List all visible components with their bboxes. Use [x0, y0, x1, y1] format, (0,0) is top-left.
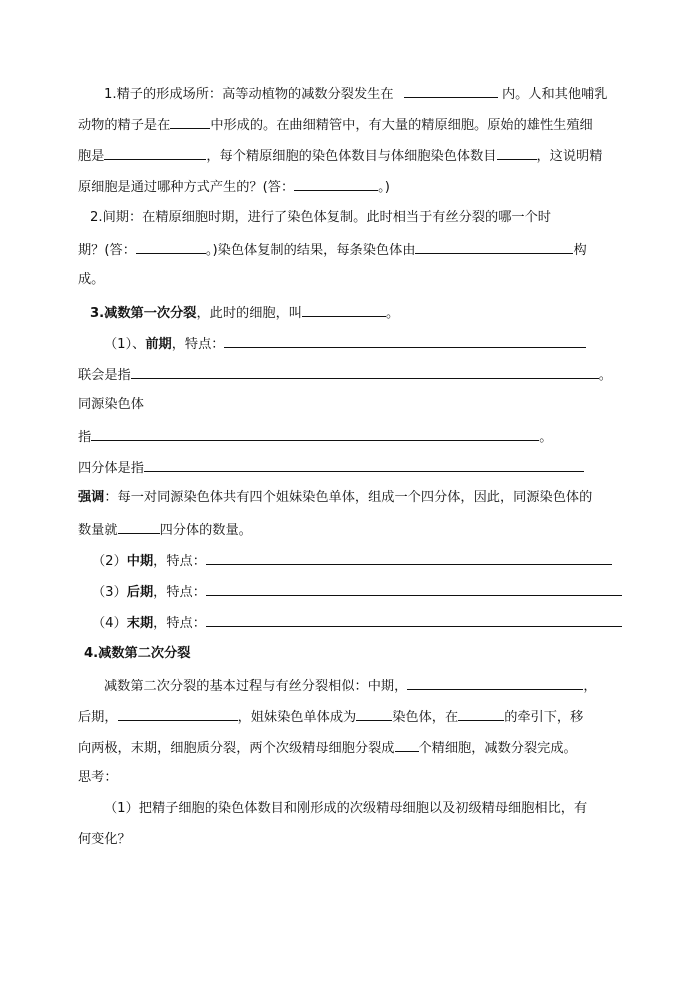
s4-question-line1 — [104, 800, 587, 818]
text: 1.精子的形成场所：高等动植物的减数分裂发生在 — [104, 87, 394, 102]
text: 内。人和其他哺乳 — [501, 87, 608, 102]
text: 。) — [378, 180, 390, 195]
s4-line3 — [78, 738, 577, 758]
text: ，每个精原细胞的染色体数目与体细胞染色体数目 — [206, 149, 497, 164]
text: 四分体的数量。 — [159, 523, 252, 538]
s3-anaphase-line — [92, 582, 622, 602]
text: 。 — [386, 306, 400, 321]
text: 何变化？ — [78, 832, 131, 847]
stage-label: 前期 — [145, 337, 172, 352]
text: 原细胞是通过哪种方式产生的？(答： — [78, 180, 295, 195]
text: 向两极，末期，细胞质分裂，两个次级精母细胞分裂成 — [78, 741, 395, 756]
text: ，这说明精 — [536, 149, 603, 164]
s3-emphasis-line2 — [78, 520, 252, 540]
s2-line3 — [78, 271, 104, 289]
s3-tetrad-line — [78, 458, 584, 478]
text: 个精细胞，减数分裂完成。 — [418, 741, 577, 756]
s3-prophase-line — [104, 334, 586, 354]
blank-field — [395, 738, 419, 752]
blank-field — [407, 676, 583, 690]
text: 。 — [598, 368, 612, 383]
text: 2.间期：在精原细胞时期，进行了染色体复制。此时相当于有丝分裂的哪一个时 — [90, 210, 551, 225]
s2-line1 — [90, 209, 551, 227]
blank-field — [356, 707, 392, 721]
text: 减数第二次分裂的基本过程与有丝分裂相似：中期， — [104, 679, 408, 694]
blank-field — [118, 707, 238, 721]
text: （3） — [92, 585, 127, 600]
blank-field — [458, 707, 504, 721]
s3-title-line — [90, 303, 399, 323]
blank-field — [131, 365, 599, 379]
s4-line2 — [78, 707, 583, 727]
stage-label: 末期 — [126, 616, 154, 631]
text: 联会是指 — [78, 368, 131, 383]
blank-field — [118, 520, 160, 534]
section-title: 3.减数第一次分裂 — [90, 306, 197, 321]
text: （2） — [92, 554, 127, 569]
text: 后期， — [78, 710, 118, 725]
s1-line4 — [78, 177, 390, 197]
s4-line1 — [104, 676, 597, 696]
text: ：每一对同源染色体共有四个姐妹染色单体，组成一个四分体，因此，同源染色体的 — [104, 490, 593, 505]
text: （4） — [92, 616, 127, 631]
blank-field — [206, 613, 622, 627]
text: ，此时的细胞，叫 — [196, 306, 302, 321]
s3-homologous-line2 — [78, 427, 552, 447]
blank-field — [206, 582, 622, 596]
s3-metaphase-line — [92, 551, 612, 571]
text: ，特点： — [153, 554, 206, 569]
s4-think-label — [78, 769, 118, 787]
blank-field — [136, 240, 206, 254]
text: 同源染色体 — [78, 397, 144, 412]
s3-synapsis-line — [78, 365, 612, 385]
text: ，特点： — [153, 585, 206, 600]
s2-line2 — [78, 240, 587, 260]
text: 构 — [573, 243, 587, 258]
text: 数量就 — [78, 523, 118, 538]
text: ，特点： — [153, 616, 206, 631]
blank-field — [497, 146, 537, 160]
s3-emphasis-line1 — [78, 489, 592, 507]
blank-field — [91, 427, 539, 441]
blank-field — [302, 303, 386, 317]
text: 指 — [78, 430, 92, 445]
blank-field — [206, 551, 612, 565]
text: 。)染色体复制的结果，每条染色体由 — [205, 243, 416, 258]
text: 四分体是指 — [78, 461, 144, 476]
s3-homologous-line1 — [78, 396, 144, 414]
text: （1）、 — [104, 337, 146, 352]
blank-field — [144, 458, 584, 472]
section-title: 4.减数第二次分裂 — [84, 646, 191, 661]
text: 成。 — [78, 272, 105, 287]
stage-label: 后期 — [126, 585, 154, 600]
s1-line1 — [104, 84, 607, 104]
text: 。 — [539, 430, 553, 445]
text: ，特点： — [171, 337, 225, 352]
s3-telophase-line — [92, 613, 622, 633]
text: 胞是 — [78, 149, 105, 164]
s1-line3 — [78, 146, 602, 166]
s1-line2 — [78, 115, 593, 135]
text: ， — [583, 679, 597, 694]
emphasis-label: 强调 — [78, 490, 105, 505]
s4-title-line — [84, 645, 191, 663]
blank-field — [104, 146, 206, 160]
text: 思考： — [78, 770, 118, 785]
blank-field — [404, 84, 498, 98]
s4-question-line2 — [78, 831, 131, 849]
stage-label: 中期 — [126, 554, 154, 569]
blank-field — [294, 177, 378, 191]
text: ，姐妹染色单体成为 — [237, 710, 357, 725]
text: 期？(答： — [78, 243, 136, 258]
blank-field — [170, 115, 210, 129]
blank-field — [224, 334, 586, 348]
text: 动物的精子是在 — [78, 118, 171, 133]
text: 中形成的。在曲细精管中，有大量的精原细胞。原始的雄性生殖细 — [210, 118, 593, 133]
text: 染色体，在 — [392, 710, 459, 725]
blank-field — [415, 240, 573, 254]
text: 的牵引下，移 — [504, 710, 584, 725]
text: （1）把精子细胞的染色体数目和刚形成的次级精母细胞以及初级精母细胞相比，有 — [104, 801, 588, 816]
